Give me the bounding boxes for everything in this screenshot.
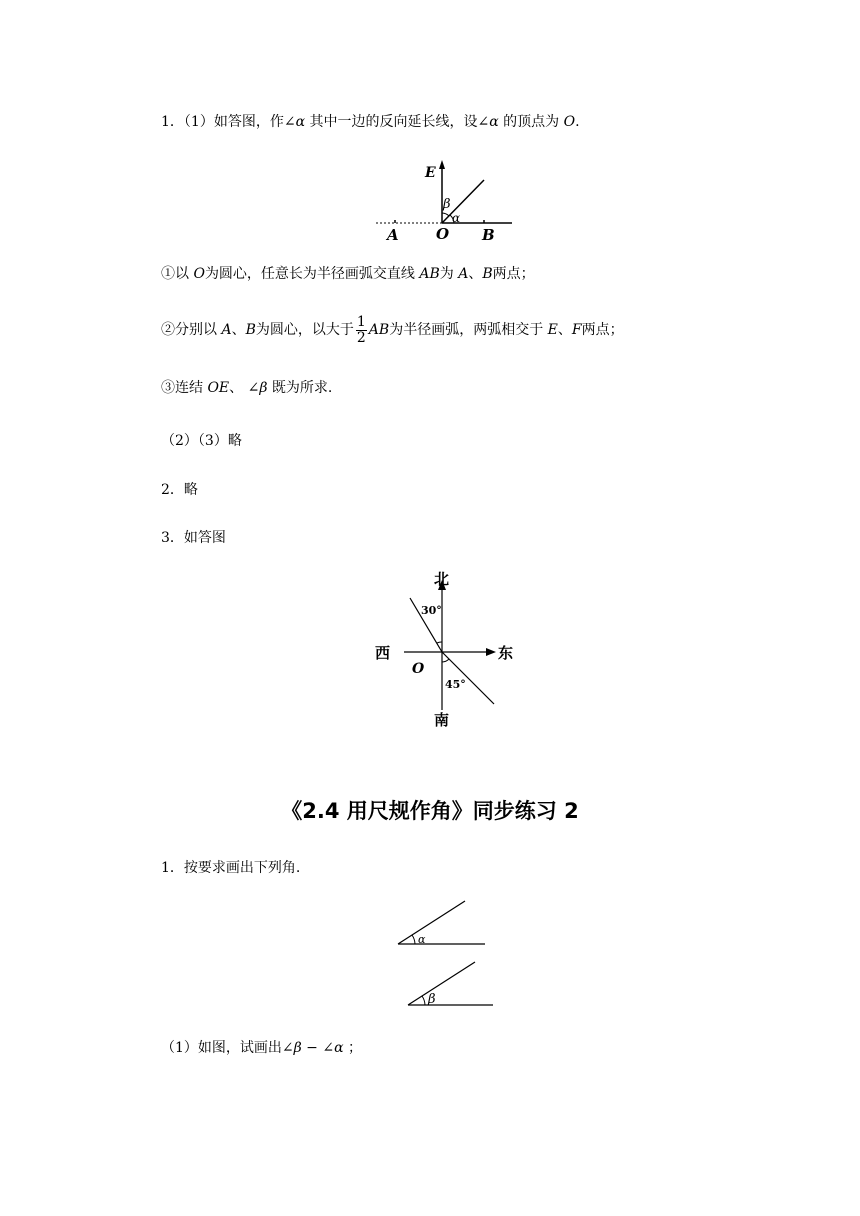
alpha-symbol: α xyxy=(334,1040,344,1056)
alpha-symbol: α xyxy=(489,114,499,130)
point-label: A xyxy=(221,322,232,338)
item-part: （1） xyxy=(183,114,214,130)
item-text: . xyxy=(575,114,580,130)
line-label: AB xyxy=(419,266,440,282)
label-alpha: α xyxy=(418,933,426,946)
point-label: A xyxy=(458,266,469,282)
step-text: 两点； xyxy=(581,322,624,338)
label-east: 东 xyxy=(498,644,514,662)
step-text: 为圆心，以大于 xyxy=(255,322,354,338)
answer-3: 3．如答图 xyxy=(161,530,226,546)
label-o: O xyxy=(412,661,425,677)
label-30-degrees: 30° xyxy=(421,604,442,617)
beta-arc xyxy=(422,996,425,1005)
label-south: 南 xyxy=(434,711,450,729)
step-1 xyxy=(161,264,535,284)
step-text: 、 xyxy=(468,266,483,282)
beta-slant-ray xyxy=(408,962,475,1005)
step-text: 既为所求. xyxy=(267,380,333,396)
beta-symbol: β xyxy=(293,1040,302,1056)
question-text: ； xyxy=(343,1040,363,1056)
label-beta: β xyxy=(428,992,436,1007)
label-beta: β xyxy=(443,197,451,212)
step-3 xyxy=(161,378,332,398)
label-45-degrees: 45° xyxy=(445,678,466,691)
alpha-slant-ray xyxy=(398,901,465,944)
label-west: 西 xyxy=(375,644,391,662)
alpha-symbol: α xyxy=(295,114,306,130)
arrow-east xyxy=(486,648,496,656)
label-alpha: α xyxy=(452,211,461,225)
step-text: ③连结 xyxy=(161,380,208,396)
question-1-part-1 xyxy=(161,1038,362,1058)
label-o: O xyxy=(436,225,450,243)
point-label: E xyxy=(547,322,558,338)
step-text: 为半径画弧，两弧相交于 xyxy=(389,322,548,338)
question-1: 1．按要求画出下列角. xyxy=(161,860,301,876)
item-number: 1． xyxy=(161,114,184,130)
section-title: 《2.4 用尺规作角》同步练习 2 xyxy=(281,799,579,823)
step-text: 、 xyxy=(231,322,246,338)
arrow-e xyxy=(439,160,445,169)
label-b: B xyxy=(482,226,495,244)
step-text: ②分别以 xyxy=(161,322,222,338)
segment-label: OE xyxy=(207,380,230,396)
figure-alpha-beta-angles xyxy=(395,898,505,1018)
answer-1-rest: （2）（3）略 xyxy=(161,433,242,449)
point-label: B xyxy=(482,266,493,282)
fraction-denominator: 2 xyxy=(356,329,366,346)
step-text: 两点； xyxy=(492,266,535,282)
step-text: 、 xyxy=(557,322,572,338)
alpha-arc xyxy=(412,935,415,944)
step-2 xyxy=(161,313,624,347)
label-e: E xyxy=(425,165,436,181)
figure-compass-directions xyxy=(370,570,530,730)
step-text: 、 ∠ xyxy=(229,380,260,396)
question-text: （1）如图，试画出∠ xyxy=(161,1040,294,1056)
question-text: − ∠ xyxy=(301,1040,335,1056)
item-text: 其中一边的反向延长线，设∠ xyxy=(305,114,490,130)
arc-45 xyxy=(442,659,449,662)
step-text: 为圆心，任意长为半径画弧交直线 xyxy=(204,266,420,282)
answer-2: 2．略 xyxy=(161,482,198,498)
beta-arc xyxy=(442,213,449,216)
item-text: 如答图，作∠ xyxy=(213,114,296,130)
point-label: O xyxy=(193,266,205,282)
answer-1-line xyxy=(161,112,580,132)
beta-symbol: β xyxy=(259,380,268,396)
vertex-label: O xyxy=(563,114,576,130)
label-north: 北 xyxy=(434,570,450,588)
figure-angle-construction xyxy=(370,150,520,245)
arc-30 xyxy=(437,642,442,643)
step-text: 为 xyxy=(439,266,459,282)
item-text: 的顶点为 xyxy=(498,114,564,130)
step-text: ①以 xyxy=(161,266,194,282)
label-a: A xyxy=(387,226,399,244)
point-label: F xyxy=(571,322,582,338)
fraction-numerator: 1 xyxy=(356,313,366,330)
point-label: B xyxy=(245,322,256,338)
fraction-one-half xyxy=(356,315,367,346)
segment-label: AB xyxy=(368,322,390,338)
